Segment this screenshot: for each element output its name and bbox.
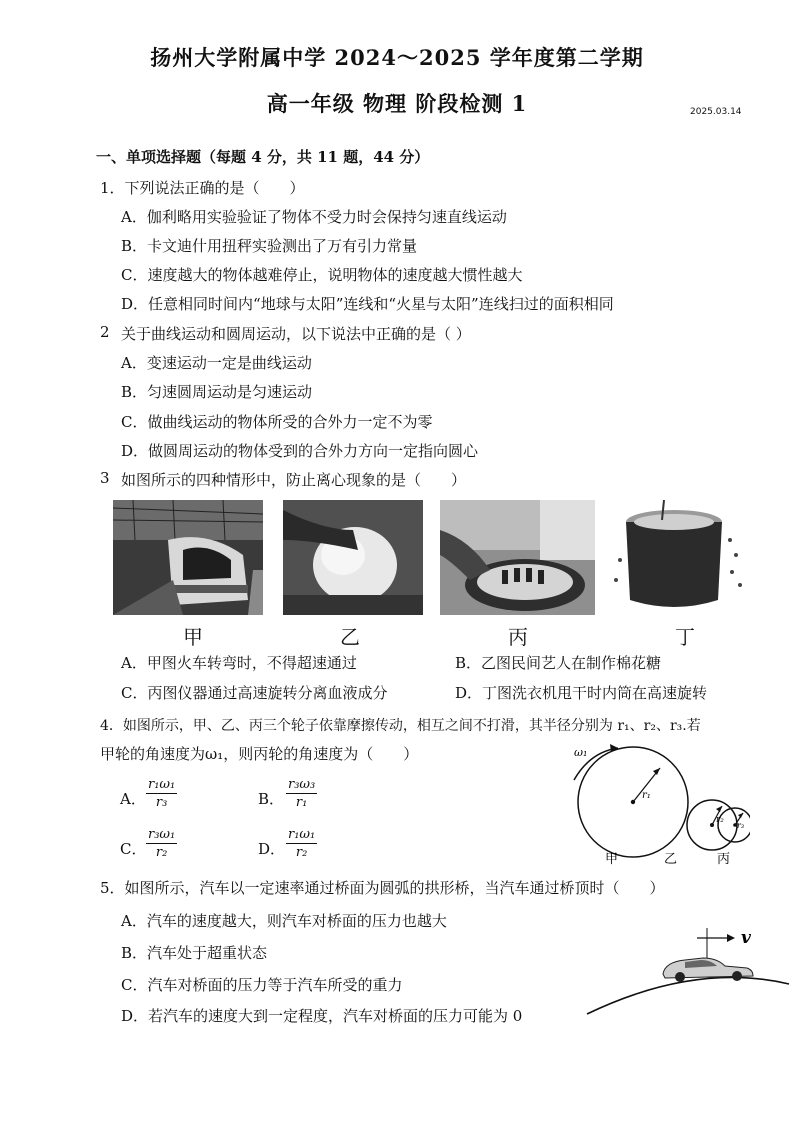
q3-stem: 如图所示的四种情形中，防止离心现象的是（ ）	[121, 471, 467, 489]
q4-wheels-figure	[560, 740, 750, 870]
r1-label: r₁	[642, 790, 651, 801]
q4-option-b-fraction	[286, 776, 317, 811]
q4-option-c-denominator: r₂	[155, 845, 168, 860]
school-title: 扬州大学附属中学 2024～2025 学年度第二学期	[150, 45, 644, 70]
q1-option-d: D．任意相同时间内“地球与太阳”连线和“火星与太阳”连线扫过的面积相同	[121, 295, 614, 313]
q2-number: 2	[100, 323, 110, 341]
q2-option-d: D．做圆周运动的物体受到的合外力方向一定指向圆心	[121, 442, 479, 460]
q4-option-a-denominator: r₃	[155, 795, 168, 810]
q4-option-d-numerator: r₁ω₁	[288, 827, 316, 842]
photo-train	[113, 500, 263, 615]
q1-stem: 1．下列说法正确的是（ ）	[100, 179, 305, 197]
photo-cotton-candy	[283, 500, 423, 615]
velocity-label: v	[741, 928, 751, 948]
q2-option-a: A．变速运动一定是曲线运动	[121, 354, 312, 372]
q1-option-a: A．伽利略用实验验证了物体不受力时会保持匀速直线运动	[121, 208, 507, 226]
caption-jia: 甲	[183, 625, 203, 649]
photo-washing-machine	[612, 500, 747, 615]
q4-stem-line1: 4．如图所示，甲、乙、丙三个轮子依靠摩擦传动，相互之间不打滑，其半径分别为 r₁、r₂、r₃.若	[100, 718, 701, 734]
q3-option-b: B．乙图民间艺人在制作棉花糖	[455, 654, 662, 672]
q4-option-d-fraction	[286, 826, 317, 861]
q4-option-a-fraction	[146, 776, 177, 811]
q3-option-d: D．丁图洗衣机甩干时内筒在高速旋转	[455, 684, 708, 702]
q5-stem: 5．如图所示，汽车以一定速率通过桥面为圆弧的拱形桥，当汽车通过桥顶时（ ）	[100, 879, 665, 897]
q2-option-c: C．做曲线运动的物体所受的合外力一定不为零	[121, 413, 433, 431]
section-heading: 一、单项选择题（每题 4 分，共 11 题，44 分）	[96, 148, 430, 166]
q5-option-d: D．若汽车的速度大到一定程度，汽车对桥面的压力可能为 0	[121, 1007, 523, 1025]
q4-stem-line2: 甲轮的角速度为ω₁，则丙轮的角速度为（ ）	[100, 745, 419, 763]
q4-option-d-denominator: r₂	[295, 845, 308, 860]
exam-title: 高一年级 物理 阶段检测 1	[266, 91, 528, 116]
q2-stem: 关于曲线运动和圆周运动，以下说法中正确的是（ ）	[121, 325, 471, 343]
q4-option-c-label: C．	[120, 840, 147, 858]
caption-ding: 丁	[675, 625, 695, 649]
caption-yi: 乙	[340, 625, 360, 649]
wheel-label-bing: 丙	[717, 852, 731, 867]
q4-option-b-label: B．	[258, 790, 285, 808]
q1-option-c: C．速度越大的物体越难停止，说明物体的速度越大惯性越大	[121, 266, 523, 284]
q4-option-c-numerator: r₃ω₁	[148, 827, 176, 842]
q5-option-a: A．汽车的速度越大，则汽车对桥面的压力也越大	[121, 912, 447, 930]
q5-option-c: C．汽车对桥面的压力等于汽车所受的重力	[121, 976, 403, 994]
q3-number: 3	[100, 469, 110, 487]
r2-label: r₂	[716, 815, 724, 825]
q3-option-c: C．丙图仪器通过高速旋转分离血液成分	[121, 684, 388, 702]
photo-centrifuge	[440, 500, 595, 615]
q5-option-b: B．汽车处于超重状态	[121, 944, 268, 962]
q5-bridge-figure	[585, 922, 790, 1022]
caption-bing: 丙	[508, 625, 528, 649]
r3-label: r₃	[737, 821, 745, 830]
wheel-label-jia: 甲	[605, 852, 619, 867]
wheel-label-yi: 乙	[664, 852, 678, 867]
omega-label: ω₁	[574, 746, 588, 759]
q4-option-d-label: D．	[258, 840, 286, 858]
q1-option-b: B．卡文迪什用扭秤实验测出了万有引力常量	[121, 237, 418, 255]
q4-option-c-fraction	[146, 826, 177, 861]
q3-option-a: A．甲图火车转弯时，不得超速通过	[121, 654, 357, 672]
q4-option-a-label: A．	[120, 790, 146, 808]
q2-option-b: B．匀速圆周运动是匀速运动	[121, 383, 313, 401]
q4-option-a-numerator: r₁ω₁	[148, 777, 176, 792]
q4-option-b-denominator: r₁	[295, 795, 308, 810]
q4-option-b-numerator: r₃ω₃	[288, 777, 316, 792]
bridge-arc	[587, 977, 789, 1014]
exam-date: 2025.03.14	[690, 107, 742, 117]
